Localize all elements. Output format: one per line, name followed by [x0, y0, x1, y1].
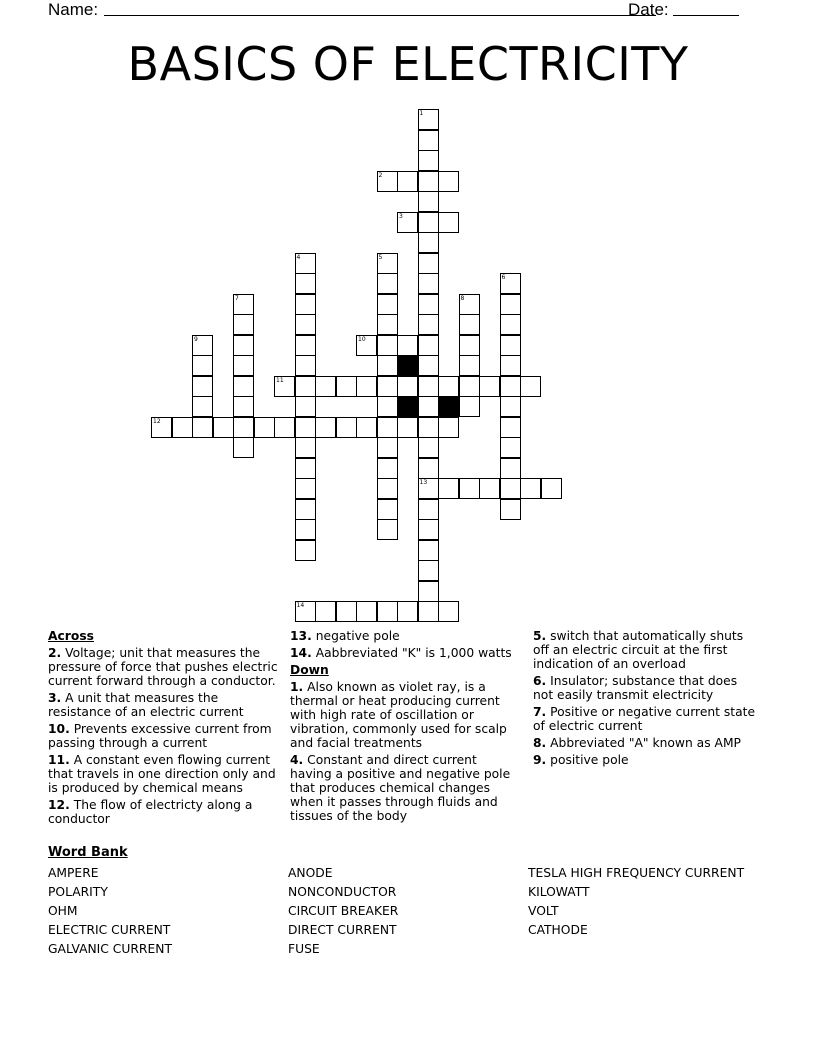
grid-cell[interactable]: [295, 499, 316, 520]
grid-cell[interactable]: [438, 171, 459, 192]
word-bank-item: KILOWATT: [528, 885, 590, 899]
grid-cell[interactable]: [418, 458, 439, 479]
grid-cell[interactable]: [213, 417, 234, 438]
down-clue: [533, 736, 757, 750]
down-clue: [290, 680, 518, 750]
word-bank-column-2: [288, 864, 398, 959]
grid-cell[interactable]: [459, 314, 480, 335]
clue-number-label: 11.: [48, 753, 70, 767]
date-label: Date:: [628, 0, 669, 19]
grid-cell[interactable]: [397, 212, 418, 233]
grid-cell[interactable]: [500, 499, 521, 520]
grid-cell[interactable]: [274, 417, 295, 438]
grid-cell[interactable]: [500, 396, 521, 417]
grid-cell[interactable]: [295, 396, 316, 417]
across-clue: [48, 722, 284, 750]
grid-cell[interactable]: [459, 355, 480, 376]
clues-column-3: [533, 629, 757, 770]
clue-number: 6: [501, 274, 506, 281]
clue-number: 12: [153, 417, 161, 425]
down-clue: [533, 674, 757, 702]
clue-number-label: 2.: [48, 646, 62, 660]
grid-cell[interactable]: [459, 294, 480, 315]
page-title: BASICS OF ELECTRICITY: [127, 37, 689, 91]
grid-cell[interactable]: [479, 376, 500, 397]
grid-cell[interactable]: [418, 273, 439, 294]
grid-cell[interactable]: [397, 376, 418, 397]
grid-cell[interactable]: [541, 478, 562, 499]
grid-cell[interactable]: [295, 519, 316, 540]
word-bank-item: ELECTRIC CURRENT: [48, 923, 171, 937]
grid-cell[interactable]: [233, 314, 254, 335]
grid-cell[interactable]: [295, 540, 316, 561]
grid-cell[interactable]: [377, 253, 398, 274]
grid-cell[interactable]: [397, 335, 418, 356]
grid-cell[interactable]: [500, 417, 521, 438]
grid-cell[interactable]: [336, 417, 357, 438]
grid-cell[interactable]: [500, 314, 521, 335]
grid-cell[interactable]: [418, 499, 439, 520]
clue-number: 9: [194, 335, 198, 343]
clue-number: 3: [399, 212, 403, 220]
clue-number-label: 4.: [290, 753, 304, 767]
word-bank-heading: Word Bank: [48, 845, 128, 860]
clue-text: Prevents excessive current from passing through a current: [48, 722, 272, 750]
name-label: Name:: [48, 0, 99, 19]
grid-cell[interactable]: [500, 273, 521, 294]
grid-cell[interactable]: [377, 376, 398, 397]
clue-number-label: 13.: [290, 629, 312, 643]
grid-cell[interactable]: [377, 601, 398, 622]
clue-number-label: 9.: [533, 753, 547, 767]
grid-cell[interactable]: [418, 314, 439, 335]
word-bank-item: DIRECT CURRENT: [288, 923, 397, 937]
grid-cell[interactable]: [418, 191, 439, 212]
grid-cell[interactable]: [418, 232, 439, 253]
grid-cell[interactable]: [418, 581, 439, 602]
grid-cell[interactable]: [295, 253, 316, 274]
grid-cell[interactable]: [295, 335, 316, 356]
clue-number: 5: [378, 253, 383, 261]
grid-cell[interactable]: [418, 601, 439, 622]
word-bank-item: GALVANIC CURRENT: [48, 942, 172, 956]
grid-cell[interactable]: [377, 314, 398, 335]
word-bank-item: VOLT: [528, 904, 559, 918]
grid-cell[interactable]: [377, 499, 398, 520]
grid-cell[interactable]: [356, 601, 377, 622]
clue-number-label: 5.: [533, 629, 547, 643]
grid-cell[interactable]: [192, 417, 213, 438]
grid-cell[interactable]: [233, 294, 254, 315]
clue-number-label: 3.: [48, 691, 62, 705]
clue-number: 4: [296, 253, 301, 261]
grid-cell[interactable]: [418, 109, 439, 130]
grid-cell[interactable]: [151, 417, 172, 438]
word-bank-column-1: [48, 864, 172, 959]
grid-cell[interactable]: [295, 294, 316, 315]
clue-text: Insulator; substance that does not easily transmit electricity: [533, 674, 738, 702]
clue-text: Voltage; unit that measures the pressure of force that pushes electric current forward through a conductor.: [48, 646, 278, 688]
grid-cell[interactable]: [192, 355, 213, 376]
down-clue: [533, 753, 757, 767]
grid-black-cell: [397, 355, 418, 376]
word-bank-item: FUSE: [288, 942, 320, 956]
grid-cell[interactable]: [377, 396, 398, 417]
clue-text: Also known as violet ray, is a thermal or heat producing current with high rate of oscillation or vibration, commonly used for scalp and facial treatments: [290, 680, 507, 750]
clues-column-1: [48, 629, 284, 829]
grid-cell[interactable]: [233, 417, 254, 438]
word-bank-item: CIRCUIT BREAKER: [288, 904, 399, 918]
grid-cell[interactable]: [438, 601, 459, 622]
grid-cell[interactable]: [500, 294, 521, 315]
grid-cell[interactable]: [192, 335, 213, 356]
grid-cell[interactable]: [438, 376, 459, 397]
grid-cell[interactable]: [254, 417, 275, 438]
word-bank-item: ANODE: [288, 866, 333, 880]
clue-number-label: 1.: [290, 680, 304, 694]
clue-number: 13: [419, 479, 428, 486]
grid-cell[interactable]: [377, 171, 398, 192]
grid-cell[interactable]: [233, 396, 254, 417]
grid-black-cell: [438, 396, 459, 417]
clue-number-label: 7.: [533, 705, 547, 719]
word-bank-item: AMPERE: [48, 866, 99, 880]
grid-cell[interactable]: [459, 478, 480, 499]
clue-text: The flow of electricty along a conductor: [48, 798, 253, 826]
grid-cell[interactable]: [500, 437, 521, 458]
across-clue: [48, 646, 284, 688]
clue-text: A unit that measures the resistance of an electric current: [48, 691, 244, 719]
across-clue: [48, 798, 284, 826]
word-bank-item: TESLA HIGH FREQUENCY CURRENT: [528, 866, 745, 880]
clue-number-label: 6.: [533, 674, 547, 688]
grid-cell[interactable]: [418, 355, 439, 376]
clue-number-label: 14.: [290, 646, 312, 660]
clue-text: A constant even flowing current that travels in one direction only and is produced by chemical means: [48, 753, 276, 795]
grid-cell[interactable]: [192, 376, 213, 397]
grid-cell[interactable]: [418, 396, 439, 417]
grid-cell[interactable]: [418, 335, 439, 356]
clue-number: 2: [378, 171, 383, 179]
clue-text: switch that automatically shuts off an electric circuit at the first indication of an overload: [533, 629, 744, 671]
across-clue: [290, 629, 518, 643]
grid-cell[interactable]: [459, 396, 480, 417]
clue-text: Constant and direct current having a positive and negative pole that produces chemical changes when it passes through fluids and tissues of the body: [290, 753, 511, 823]
grid-cell[interactable]: [500, 335, 521, 356]
grid-cell[interactable]: [418, 171, 439, 192]
clue-number: 11: [276, 376, 284, 384]
word-bank-item: NONCONDUCTOR: [288, 885, 397, 899]
grid-cell[interactable]: [377, 478, 398, 499]
grid-cell[interactable]: [500, 458, 521, 479]
grid-cell[interactable]: [315, 376, 336, 397]
grid-cell[interactable]: [377, 417, 398, 438]
clue-text: Abbreviated "A" known as AMP: [546, 736, 741, 750]
down-heading: Down: [290, 663, 329, 677]
clues-column-2: [290, 629, 518, 826]
grid-cell[interactable]: [295, 314, 316, 335]
grid-cell[interactable]: [295, 437, 316, 458]
grid-cell[interactable]: [418, 376, 439, 397]
across-clue: [48, 753, 284, 795]
grid-cell[interactable]: [336, 601, 357, 622]
grid-cell[interactable]: [479, 478, 500, 499]
grid-cell[interactable]: [377, 519, 398, 540]
clue-number: 1: [419, 110, 424, 117]
grid-cell[interactable]: [418, 294, 439, 315]
grid-cell[interactable]: [356, 335, 377, 356]
grid-cell[interactable]: [356, 376, 377, 397]
word-bank-item: OHM: [48, 904, 78, 918]
grid-cell[interactable]: [500, 355, 521, 376]
word-bank-column-3: [528, 864, 744, 940]
grid-cell[interactable]: [192, 396, 213, 417]
grid-cell[interactable]: [397, 417, 418, 438]
grid-cell[interactable]: [418, 253, 439, 274]
across-heading: Across: [48, 629, 94, 643]
clue-text: Positive or negative current state of electric current: [533, 705, 756, 733]
grid-cell[interactable]: [315, 601, 336, 622]
grid-cell[interactable]: [295, 601, 316, 622]
clue-text: positive pole: [546, 753, 629, 767]
grid-cell[interactable]: [233, 355, 254, 376]
grid-cell[interactable]: [295, 355, 316, 376]
grid-cell[interactable]: [500, 376, 521, 397]
grid-cell[interactable]: [520, 376, 541, 397]
grid-cell[interactable]: [315, 417, 336, 438]
clue-number: 14: [296, 602, 305, 609]
grid-cell[interactable]: [418, 437, 439, 458]
grid-cell[interactable]: [295, 417, 316, 438]
down-clue: [290, 753, 518, 823]
grid-cell[interactable]: [397, 601, 418, 622]
clue-number: 8: [460, 294, 465, 302]
grid-cell[interactable]: [438, 478, 459, 499]
grid-cell[interactable]: [377, 437, 398, 458]
grid-cell[interactable]: [418, 130, 439, 151]
grid-cell[interactable]: [377, 458, 398, 479]
grid-cell[interactable]: [295, 273, 316, 294]
clue-number-label: 8.: [533, 736, 547, 750]
grid-cell[interactable]: [377, 294, 398, 315]
grid-cell[interactable]: [397, 171, 418, 192]
across-clue: [48, 691, 284, 719]
grid-cell[interactable]: [233, 376, 254, 397]
grid-cell[interactable]: [418, 478, 439, 499]
grid-cell[interactable]: [438, 212, 459, 233]
grid-cell[interactable]: [295, 478, 316, 499]
grid-cell[interactable]: [336, 376, 357, 397]
grid-cell[interactable]: [418, 540, 439, 561]
grid-cell[interactable]: [274, 376, 295, 397]
down-clue: [533, 705, 757, 733]
clue-text: negative pole: [311, 629, 400, 643]
word-bank-item: POLARITY: [48, 885, 108, 899]
grid-cell[interactable]: [233, 335, 254, 356]
across-clue: [290, 646, 518, 660]
grid-cell[interactable]: [418, 417, 439, 438]
grid-cell[interactable]: [418, 560, 439, 581]
grid-cell[interactable]: [500, 478, 521, 499]
grid-cell[interactable]: [233, 437, 254, 458]
grid-cell[interactable]: [377, 355, 398, 376]
grid-cell[interactable]: [356, 417, 377, 438]
grid-black-cell: [397, 396, 418, 417]
clue-number: 7: [235, 294, 239, 302]
grid-cell[interactable]: [418, 150, 439, 171]
clue-text: Aabbreviated "K" is 1,000 watts: [311, 646, 512, 660]
grid-cell[interactable]: [418, 519, 439, 540]
clue-number: 10: [358, 335, 366, 343]
grid-cell[interactable]: [377, 273, 398, 294]
grid-cell[interactable]: [438, 417, 459, 438]
clue-number-label: 10.: [48, 722, 70, 736]
grid-cell[interactable]: [295, 458, 316, 479]
grid-cell[interactable]: [418, 212, 439, 233]
grid-cell[interactable]: [295, 376, 316, 397]
clue-number-label: 12.: [48, 798, 70, 812]
grid-cell[interactable]: [459, 376, 480, 397]
word-bank-item: CATHODE: [528, 923, 588, 937]
down-clue: [533, 629, 757, 671]
grid-cell[interactable]: [459, 335, 480, 356]
grid-cell[interactable]: [172, 417, 193, 438]
grid-cell[interactable]: [377, 335, 398, 356]
grid-cell[interactable]: [520, 478, 541, 499]
